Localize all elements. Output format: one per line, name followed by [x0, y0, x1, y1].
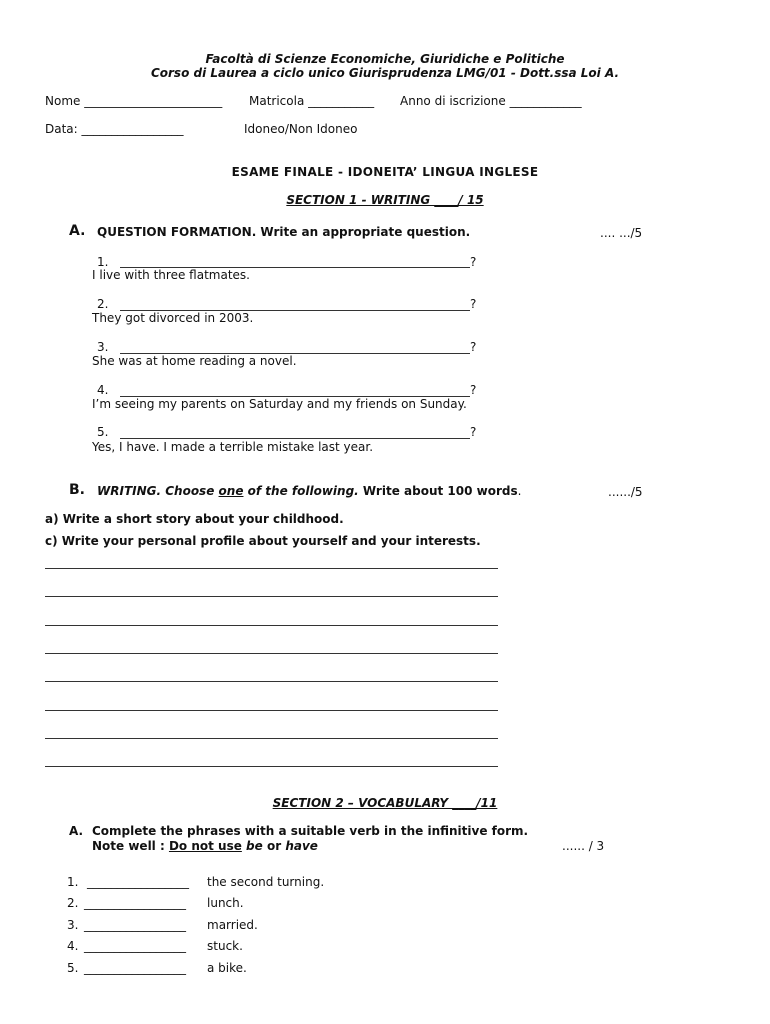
vocab-number: 4.: [67, 939, 79, 953]
writing-line[interactable]: [45, 738, 498, 739]
note-have: have: [285, 839, 318, 853]
question-answer-line[interactable]: [120, 438, 470, 439]
note-label: Note well :: [92, 839, 169, 853]
question-mark: ?: [470, 425, 477, 439]
matricola-field[interactable]: Matricola ___________: [249, 94, 375, 108]
vocab-blank[interactable]: _________________: [84, 918, 186, 932]
question-mark: ?: [470, 383, 477, 397]
exam-title: ESAME FINALE - IDONEITA’ LINGUA INGLESE: [231, 165, 539, 179]
vocab-blank[interactable]: _________________: [87, 875, 189, 889]
question-mark: ?: [470, 297, 477, 311]
s2-part-a-instruction: Complete the phrases with a suitable verb in the infinitive form.: [92, 824, 529, 838]
question-number: 4.: [97, 383, 109, 397]
question-number: 3.: [97, 340, 109, 354]
writing-line[interactable]: [45, 766, 498, 767]
part-b-instr-one: one: [218, 484, 244, 498]
answer-text: I live with three flatmates.: [92, 268, 250, 282]
data-field[interactable]: Data: _________________: [45, 122, 184, 136]
anno-iscrizione-field[interactable]: Anno di iscrizione ____________: [400, 94, 582, 108]
part-b-instr-1: WRITING. Choose: [97, 484, 219, 498]
writing-line[interactable]: [45, 710, 498, 711]
question-number: 2.: [97, 297, 109, 311]
vocab-phrase: stuck.: [207, 939, 243, 953]
vocab-blank[interactable]: _________________: [84, 961, 186, 975]
faculty-name: Facoltà di Scienze Economiche, Giuridiche e Politiche: [205, 52, 565, 66]
vocab-phrase: the second turning.: [207, 875, 325, 889]
part-a-letter: A.: [69, 223, 86, 239]
note-be: be: [241, 839, 263, 853]
part-b-instr-3: Write about 100 words: [358, 484, 518, 498]
writing-line[interactable]: [45, 596, 498, 597]
s2-part-a-letter: A.: [69, 824, 84, 838]
vocab-phrase: married.: [207, 918, 258, 932]
part-b-instr-2: of the following.: [243, 484, 359, 498]
vocab-blank[interactable]: _________________: [84, 896, 186, 910]
part-a-instruction: QUESTION FORMATION. Write an appropriate question.: [97, 225, 471, 239]
part-b-score: ....../5: [608, 485, 643, 499]
vocab-number: 3.: [67, 918, 79, 932]
s2-part-a-score: ...... / 3: [562, 839, 605, 853]
note-do-not-use: Do not use: [168, 839, 242, 853]
vocab-blank[interactable]: _________________: [84, 939, 186, 953]
part-a-score: .... .../5: [600, 226, 643, 240]
writing-line[interactable]: [45, 681, 498, 682]
idoneo-field: Idoneo/Non Idoneo: [244, 122, 358, 136]
part-b-letter: B.: [69, 482, 85, 498]
vocab-phrase: a bike.: [207, 961, 247, 975]
section1-title: SECTION 1 - WRITING ____/ 15: [286, 193, 484, 207]
note-or: or: [262, 839, 286, 853]
course-name: Corso di Laurea a ciclo unico Giurisprudenza LMG/01 - Dott.ssa Loi A.: [150, 66, 620, 80]
answer-text: I’m seeing my parents on Saturday and my friends on Sunday.: [92, 397, 467, 411]
writing-line[interactable]: [45, 653, 498, 654]
s2-note: [92, 839, 318, 853]
answer-text: Yes, I have. I made a terrible mistake last year.: [92, 440, 374, 454]
section2-title: SECTION 2 – VOCABULARY ____/11: [272, 796, 498, 810]
vocab-number: 5.: [67, 961, 79, 975]
writing-line[interactable]: [45, 568, 498, 569]
nome-field[interactable]: Nome _______________________: [45, 94, 223, 108]
vocab-number: 1.: [67, 875, 79, 889]
part-b-instruction: [97, 484, 521, 498]
option-a: a) Write a short story about your childhood.: [45, 512, 344, 526]
question-number: 5.: [97, 425, 109, 439]
writing-line[interactable]: [45, 625, 498, 626]
answer-text: They got divorced in 2003.: [92, 311, 254, 325]
vocab-phrase: lunch.: [207, 896, 244, 910]
question-mark: ?: [470, 340, 477, 354]
vocab-number: 2.: [67, 896, 79, 910]
question-mark: ?: [470, 255, 477, 269]
question-number: 1.: [97, 255, 109, 269]
option-c: c) Write your personal profile about yourself and your interests.: [45, 534, 481, 548]
part-b-instr-4: .: [517, 484, 522, 498]
answer-text: She was at home reading a novel.: [92, 354, 297, 368]
